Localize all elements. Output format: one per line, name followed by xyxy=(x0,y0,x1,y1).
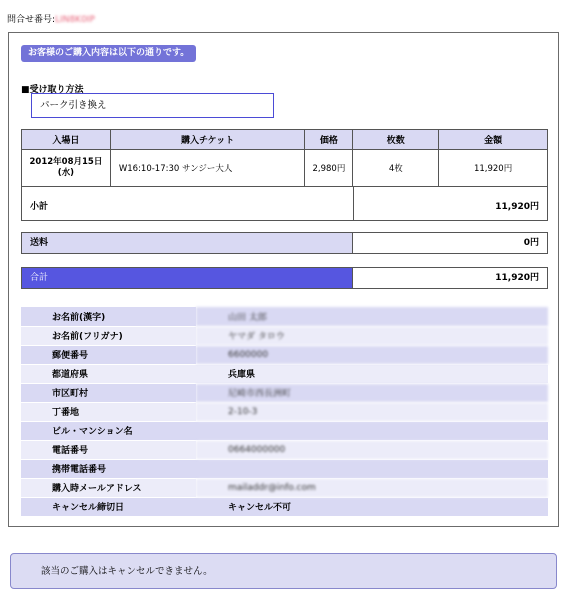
table-row xyxy=(21,364,548,383)
customer-field-value: 0664000000 xyxy=(196,440,548,459)
customer-field-key: お名前(フリガナ) xyxy=(21,326,196,345)
receive-method-label: ■受け取り方法 xyxy=(21,85,84,95)
customer-field-key: 市区町村 xyxy=(21,383,196,402)
order-summary-panel xyxy=(8,32,559,527)
table-row xyxy=(21,345,548,364)
customer-field-key: キャンセル締切日 xyxy=(21,497,196,516)
cell-ticket: W16:10-17:30 サンジー大人 xyxy=(110,150,305,187)
customer-field-key: 都道府県 xyxy=(21,364,196,383)
total-row xyxy=(21,267,548,289)
cancel-notice: 該当のご購入はキャンセルできません。 xyxy=(10,553,557,589)
customer-field-key: 丁番地 xyxy=(21,402,196,421)
date-line-2: (水) xyxy=(57,168,75,178)
table-row xyxy=(21,307,548,326)
customer-field-value: mailaddr@info.com xyxy=(196,478,548,497)
total-value: 11,920円 xyxy=(495,273,539,283)
subtotal-value: 11,920円 xyxy=(495,202,539,212)
table-row xyxy=(21,478,548,497)
receive-method-value: パーク引き換え xyxy=(31,93,274,118)
customer-info-table xyxy=(21,307,548,517)
customer-field-value: 山田 太郎 xyxy=(196,307,548,326)
shipping-value: 0円 xyxy=(523,238,539,248)
shipping-label: 送料 xyxy=(22,233,353,253)
subtotal-label: 小計 xyxy=(30,202,49,212)
inquiry-value: LIN8K0IP xyxy=(55,15,95,25)
table-row xyxy=(22,150,548,187)
customer-field-key: 郵便番号 xyxy=(21,345,196,364)
summary-banner: お客様のご購入内容は以下の通りです。 xyxy=(21,45,196,62)
inquiry-number xyxy=(7,12,95,25)
table-row xyxy=(21,421,548,440)
header-price: 価格 xyxy=(305,130,353,150)
cell-count: 4枚 xyxy=(353,150,439,187)
table-row xyxy=(21,402,548,421)
subtotal-divider xyxy=(353,187,354,220)
purchase-header-row xyxy=(22,130,548,150)
customer-field-value: キャンセル不可 xyxy=(196,497,548,516)
customer-field-value: 尼崎市西長洲町 xyxy=(196,383,548,402)
customer-field-value xyxy=(196,459,548,478)
header-amount: 金額 xyxy=(439,130,548,150)
table-row xyxy=(21,326,548,345)
customer-field-value: 6600000 xyxy=(196,345,548,364)
cell-entry-date xyxy=(22,150,111,187)
table-row xyxy=(21,497,548,516)
header-entry-date: 入場日 xyxy=(22,130,111,150)
customer-field-key: ビル・マンション名 xyxy=(21,421,196,440)
table-row xyxy=(21,459,548,478)
cell-price: 2,980円 xyxy=(305,150,353,187)
total-label: 合計 xyxy=(22,268,353,288)
customer-field-value xyxy=(196,421,548,440)
cell-amount: 11,920円 xyxy=(439,150,548,187)
header-ticket: 購入チケット xyxy=(110,130,305,150)
customer-field-key: お名前(漢字) xyxy=(21,307,196,326)
subtotal-row xyxy=(21,187,548,221)
customer-field-value: 2-10-3 xyxy=(196,402,548,421)
header-count: 枚数 xyxy=(353,130,439,150)
customer-field-value: 兵庫県 xyxy=(196,364,548,383)
table-row xyxy=(21,383,548,402)
customer-field-key: 電話番号 xyxy=(21,440,196,459)
customer-field-value: ヤマダ タロウ xyxy=(196,326,548,345)
table-row xyxy=(21,440,548,459)
customer-field-key: 購入時メールアドレス xyxy=(21,478,196,497)
date-line-1: 2012年08月15日 xyxy=(29,157,103,167)
shipping-row xyxy=(21,232,548,254)
customer-field-key: 携帯電話番号 xyxy=(21,459,196,478)
purchase-table xyxy=(21,129,548,187)
inquiry-label: 問合せ番号: xyxy=(7,15,56,25)
